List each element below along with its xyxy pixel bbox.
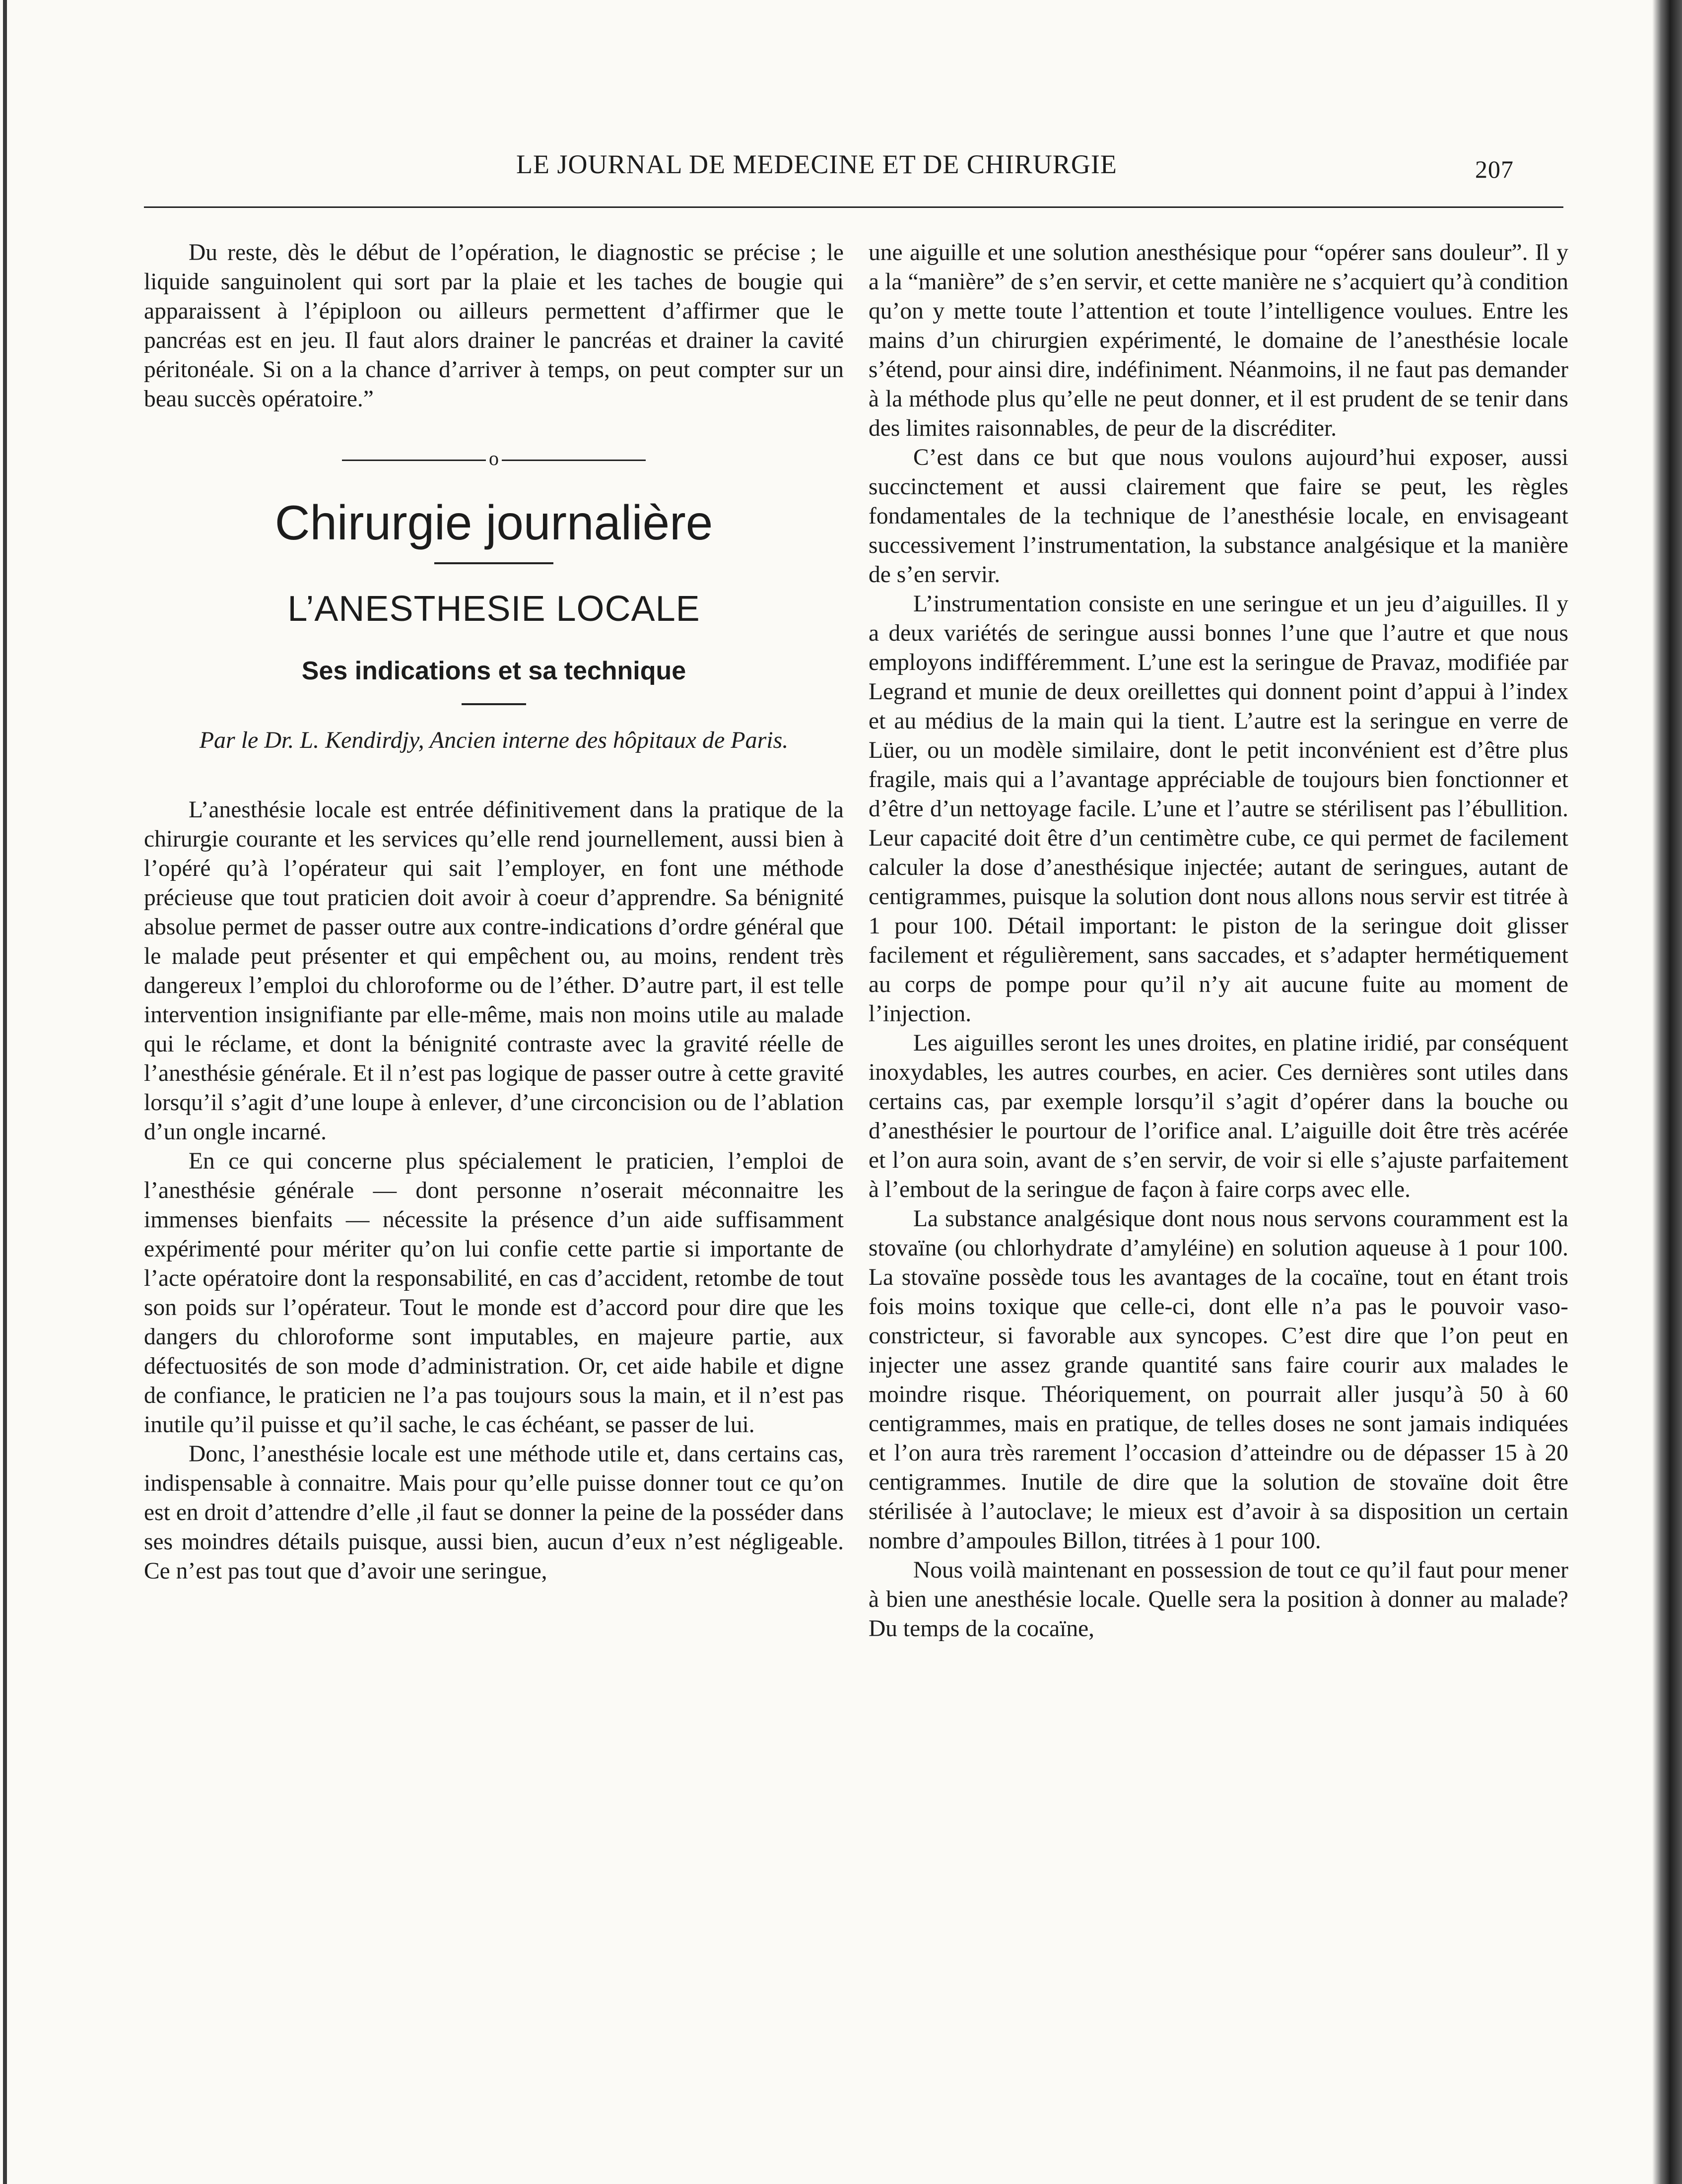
left-column: [144, 238, 844, 1586]
article-title: L’ANESTHESIE LOCALE: [287, 589, 700, 629]
separator-mark: o: [489, 447, 499, 469]
body-paragraph: C’est dans ce but que nous voulons aujourd’hui exposer, aussi succinctement et aussi clairement que faire se peut, les règles fondamentales de la technique de l’anesthésie locale, en envisageant successivement l’instrumentation, la substance analgésique et la manière de s’en servir.: [869, 445, 1568, 588]
page-edge-right: [1652, 0, 1682, 2184]
body-paragraph: En ce qui concerne plus spécialement le praticien, l’emploi de l’anesthésie générale — dont personne n’oserait méconnaitre les immenses bienfaits — nécessite la présence d’un aide suffisamment expérimenté pour mériter qu’on lui confie cette partie si importante de l’acte opératoire dont la responsabilité, en cas d’accident, retombe de tout son poids sur l’opérateur. Tout le monde est d’accord pour dire que les dangers du chloroforme sont imputables, en majeure partie, aux défectuosités de son mode d’administration. Or, cet aide habile et digne de confiance, le praticien ne l’a pas toujours sous la main, et il n’est pas inutile qu’il puisse et qu’il sache, le cas échéant, se passer de lui.: [144, 1148, 844, 1438]
intro-paragraph: Du reste, dès le début de l’opération, le diagnostic se précise ; le liquide sanguinolent qui sort par la plaie et les taches de bougie qui apparaissent à l’épiploon ou ailleurs permettent d’affirmer que le pancréas est en jeu. Il faut alors drainer le pancréas et drainer la cavité péritonéale. Si on a la chance d’arriver à temps, on peut compter sur un beau succès opératoire.”: [144, 240, 844, 412]
body-paragraph: Nous voilà maintenant en possession de tout ce qu’il faut pour mener à bien une anesthésie locale. Quelle sera la position à donner au malade? Du temps de la cocaïne,: [869, 1557, 1568, 1642]
section-title: Chirurgie journalière: [274, 495, 713, 550]
right-column: [869, 238, 1568, 1644]
subtitle-rule: [462, 703, 526, 705]
body-paragraph: Donc, l’anesthésie locale est une méthode utile et, dans certains cas, indispensable à connaitre. Mais pour qu’elle puisse donner tout ce qu’on est en droit d’attendre d’elle ,il faut se donner la peine de la posséder dans ses moindres détails puisque, aussi bien, aucun d’eux n’est négligeable. Ce n’est pas tout que d’avoir une seringue,: [144, 1441, 844, 1584]
article-subtitle: Ses indications et sa technique: [301, 657, 686, 685]
body-paragraph: une aiguille et une solution anesthésique pour “opérer sans douleur”. Il y a la “manière” de s’en servir, et cette manière ne s’acquiert qu’à condition qu’on y mette toute l’attention et toute l’intelligence voulues. Entre les mains d’un chirurgien expérimenté, le domaine de l’anesthésie locale s’étend, pour ainsi dire, indéfiniment. Néanmoins, il ne faut pas demander à la méthode plus qu’elle ne peut donner, et il est prudent de se tenir dans des limites raisonnables, de peur de la discréditer.: [869, 240, 1568, 441]
header-rule: [144, 206, 1563, 208]
title-rule: [434, 562, 553, 564]
body-paragraph: La substance analgésique dont nous nous servons couramment est la stovaïne (ou chlorhydrate d’amyléine) en solution aqueuse à 1 pour 100. La stovaïne possède tous les avantages de la cocaïne, tout en étant trois fois moins toxique que celle-ci, dont elle n’a pas le pouvoir vaso-constricteur, si favorable aux syncopes. C’est dire que l’on peut en injecter une assez grande quantité sans faire courir aux malades le moindre risque. Théoriquement, on pourrait aller jusqu’à 50 à 60 centigrammes, mais en pratique, de telles doses ne sont jamais indiquées et l’on aura très rarement l’occasion d’atteindre ou de dépasser 15 à 20 centigrammes. Inutile de dire que la solution de stovaïne doit être stérilisée à l’autoclave; le mieux est d’avoir à sa disposition un certain nombre d’ampoules Billon, titrées à 1 pour 100.: [869, 1206, 1568, 1554]
body-paragraph: L’anesthésie locale est entrée définitivement dans la pratique de la chirurgie courante et les services qu’elle rend journellement, aussi bien à l’opéré qu’à l’opérateur qui sait l’employer, en font une méthode précieuse que tout praticien doit avoir à coeur d’apprendre. Sa bénignité absolue permet de passer outre aux contre-indications d’ordre général que le malade peut présenter et qui empêchent ou, au moins, rendent très dangereux l’emploi du chloroforme ou de l’éther. D’autre part, il est telle intervention insignifiante par elle-même, mais non moins utile au malade qui le réclame, et dont la bénignité contraste avec la gravité réelle de l’anesthésie générale. Et il n’est pas logique de passer outre à cette gravité lorsqu’il s’agit d’une loupe à enlever, d’une circoncision ou de l’ablation d’un ongle incarné.: [144, 797, 844, 1145]
body-paragraph: L’instrumentation consiste en une seringue et un jeu d’aiguilles. Il y a deux variétés de seringue aussi bonnes l’une que l’autre et que nous employons indifféremment. L’une est la seringue de Pravaz, modifiée par Legrand et munie de deux oreillettes qui donnent point d’appui à l’index et au médius de la main qui la tient. L’autre est la seringue en verre de Lüer, ou un modèle similaire, dont le petit inconvénient est d’être plus fragile, mais qui a l’avantage appréciable de toujours bien fonctionner et d’être d’un nettoyage facile. L’une et l’autre se stérilisent pas l’ébullition. Leur capacité doit être d’un centimètre cube, ce qui permet de facilement calculer la dose d’anesthésique injectée; autant de seringues, autant de centigrammes, puisque la solution dont nous allons nous servir est titrée à 1 pour 100. Détail important: le piston de la seringue doit glisser facilement et régulièrement, sans saccades, et s’adapter hermétiquement au corps de pompe pour qu’il n’y ait aucune fuite au moment de l’injection.: [869, 591, 1568, 1027]
section-separator: [144, 444, 844, 473]
page-number: 207: [1475, 155, 1514, 183]
body-paragraph: Les aiguilles seront les unes droites, en platine iridié, par conséquent inoxydables, les autres courbes, en acier. Ces dernières sont utiles dans certains cas, par exemple lorsqu’il s’agit d’opérer dans la bouche ou d’anesthésier le pourtour de l’orifice anal. L’aiguille doit être très acérée et l’on aura soin, avant de s’en servir, de voir si elle s’ajuste parfaitement à l’embout de la seringue de façon à faire corps avec elle.: [869, 1030, 1568, 1202]
journal-title: LE JOURNAL DE MEDECINE ET DE CHIRURGIE: [516, 149, 1117, 179]
page-edge-left: [3, 0, 7, 2184]
byline: Par le Dr. L. Kendirdjy, Ancien interne des hôpitaux de Paris.: [199, 727, 789, 753]
